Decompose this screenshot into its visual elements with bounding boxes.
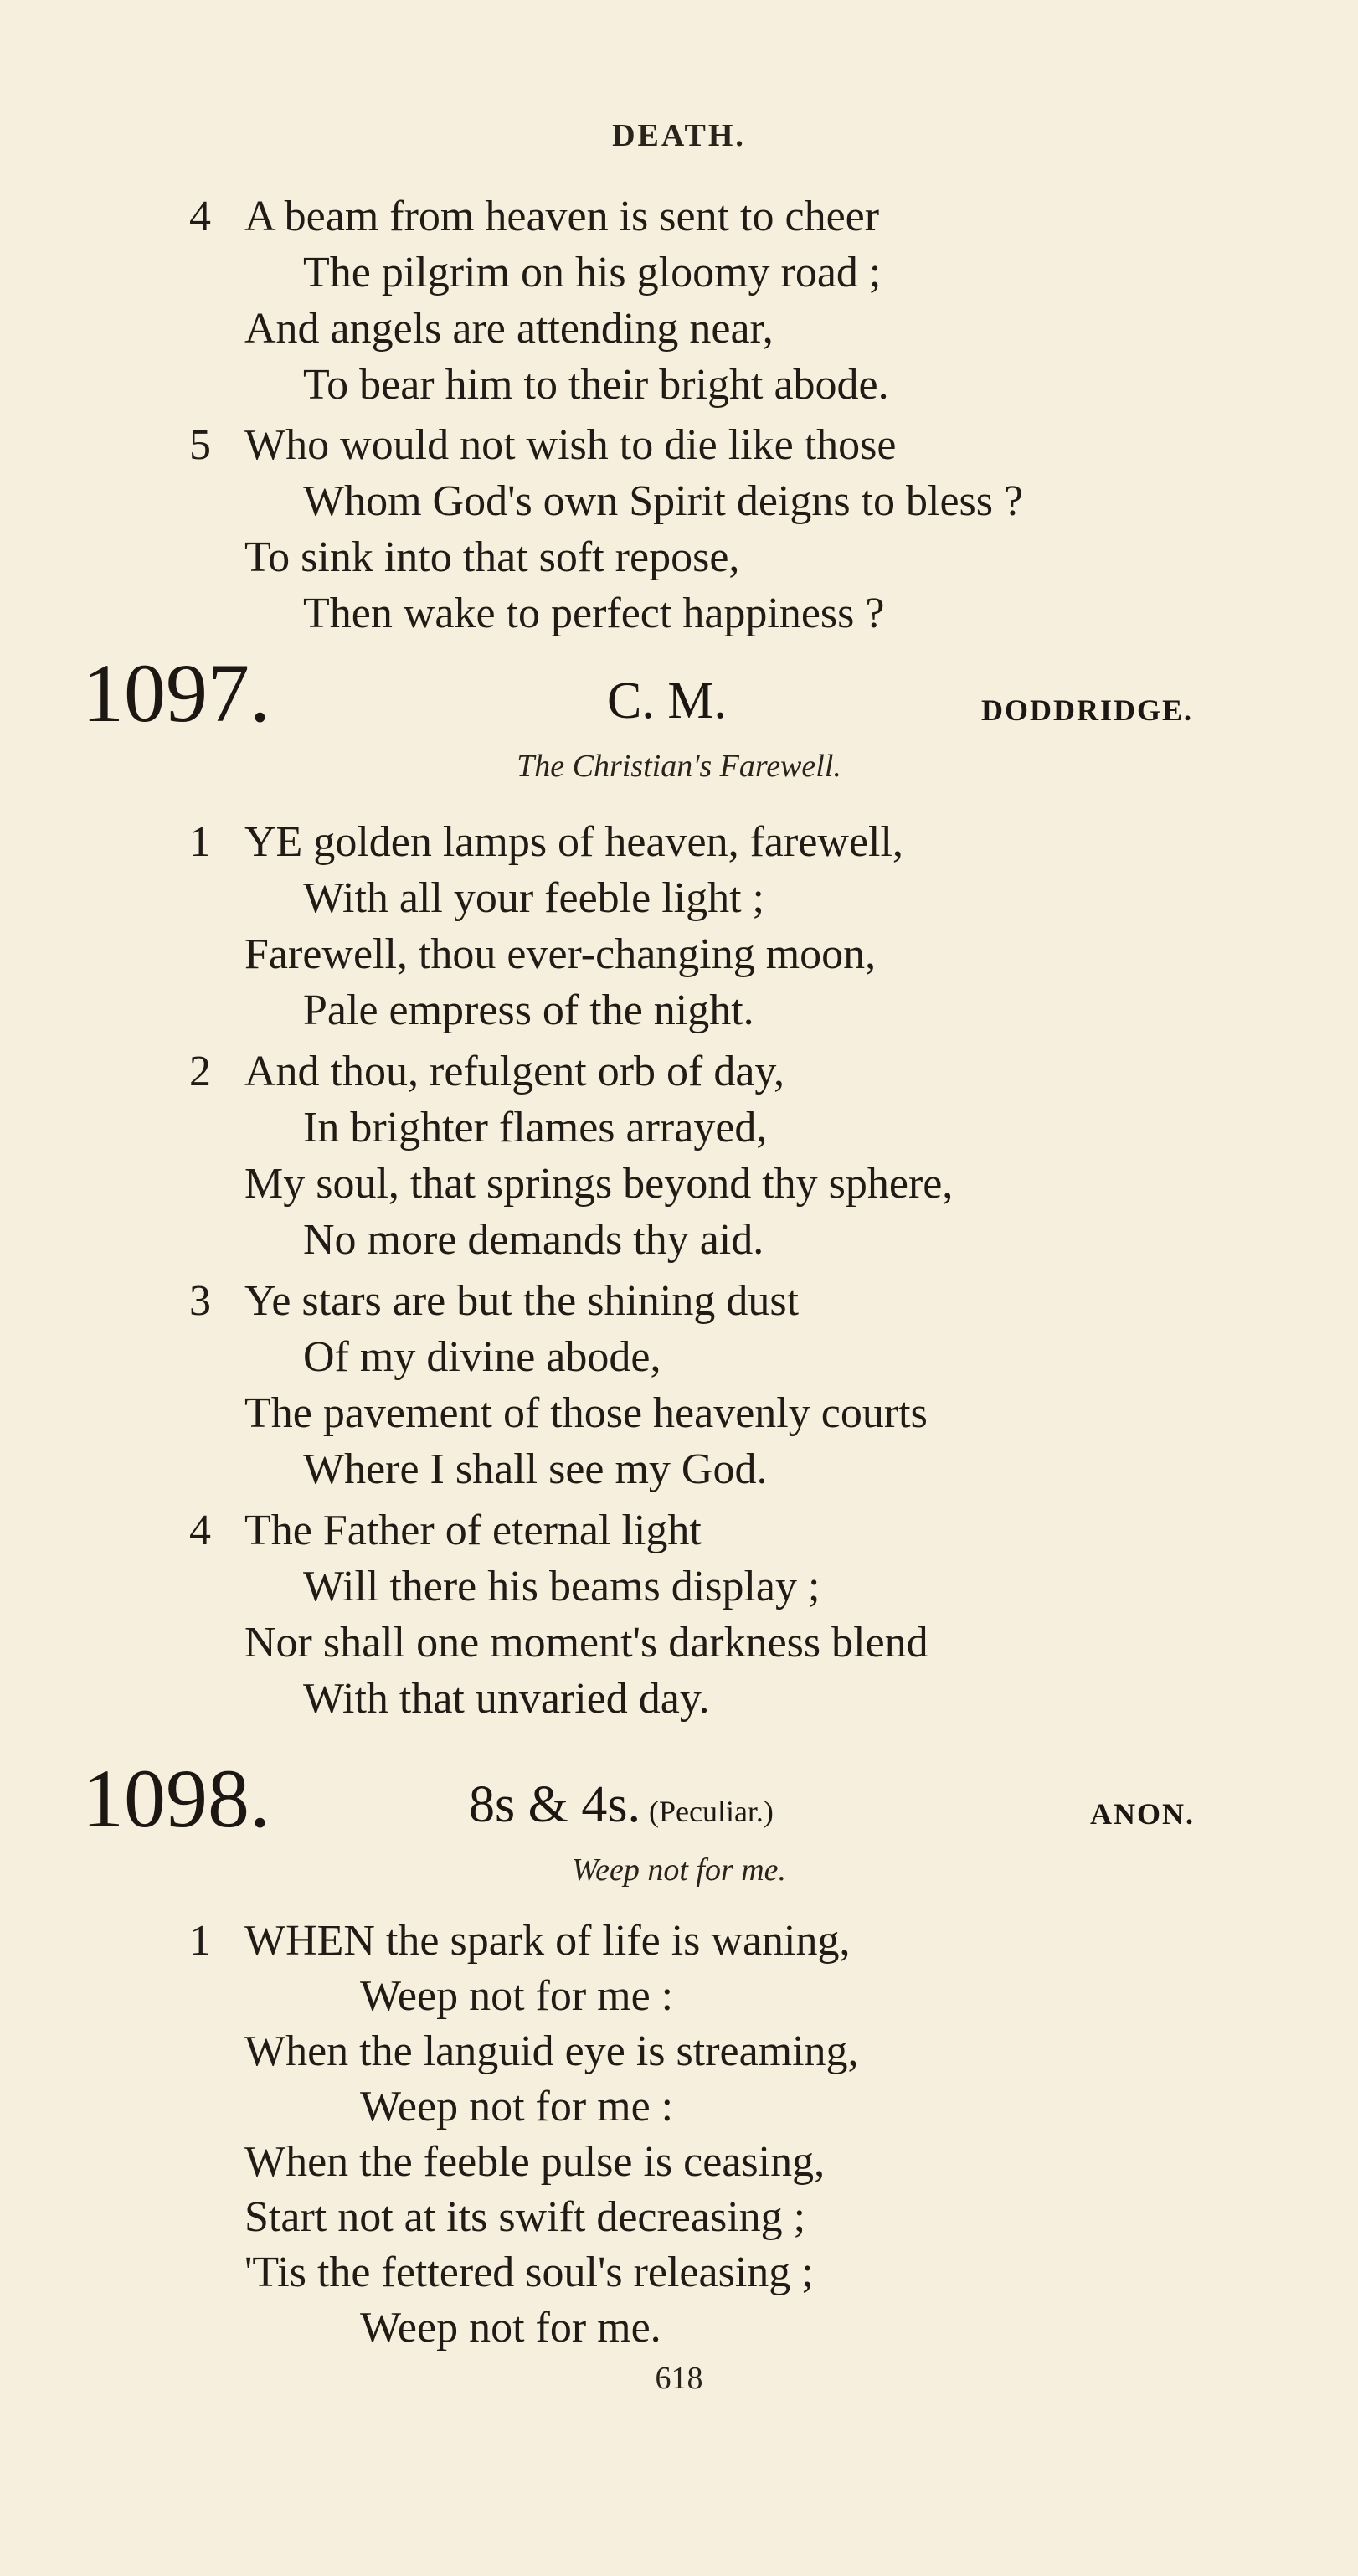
verse-line: No more demands thy aid. [303, 1216, 764, 1264]
stanza-number: 1 [189, 818, 211, 866]
verse-line: When the feeble pulse is ceasing, [244, 2138, 826, 2186]
verse-line: The pavement of those heavenly courts [244, 1389, 928, 1437]
stanza-number: 4 [189, 1507, 211, 1554]
verse-line: Who would not wish to die like those [244, 421, 897, 469]
hymn-author: DODDRIDGE. [981, 693, 1194, 727]
verse-line: With that unvaried day. [303, 1675, 710, 1723]
verse-line: Nor shall one moment's darkness blend [244, 1619, 928, 1667]
page-number: 618 [655, 2361, 703, 2396]
verse-line: Will there his beams display ; [303, 1563, 820, 1610]
verse-line: Start not at its swift decreasing ; [244, 2193, 806, 2241]
verse-line: Weep not for me : [360, 1972, 674, 2020]
verse-line: YE golden lamps of heaven, farewell, [244, 818, 903, 866]
hymn-meter: C. M. [607, 672, 727, 729]
verse-line: The pilgrim on his gloomy road ; [303, 249, 882, 296]
verse-line: In brighter flames arrayed, [303, 1104, 768, 1151]
verse-line: To sink into that soft repose, [244, 533, 740, 581]
verse-line: Pale empress of the night. [303, 987, 754, 1034]
verse-line: Weep not for me. [360, 2304, 661, 2352]
stanza-number: 4 [189, 193, 211, 240]
verse-line: Weep not for me : [360, 2083, 674, 2130]
verse-line: Farewell, thou ever-changing moon, [244, 930, 877, 978]
verse-line: To bear him to their bright abode. [303, 361, 889, 409]
hymn-meter [469, 1776, 774, 1833]
hymn-number: 1098. [82, 1752, 270, 1845]
verse-line: With all your feeble light ; [303, 874, 764, 922]
hymn-title: The Christian's Farewell. [517, 749, 841, 784]
hymn-number: 1097. [82, 647, 270, 739]
verse-line: Of my divine abode, [303, 1333, 661, 1381]
verse-line: Ye stars are but the shining dust [244, 1277, 800, 1325]
stanza-number: 5 [189, 421, 211, 469]
verse-line: A beam from heaven is sent to cheer [244, 193, 880, 240]
verse-line: And angels are attending near, [244, 305, 774, 353]
stanza-number: 2 [189, 1048, 211, 1095]
hymn-author: ANON. [1090, 1797, 1195, 1831]
verse-line: And thou, refulgent orb of day, [244, 1048, 785, 1095]
stanza-number: 3 [189, 1277, 211, 1325]
stanza-number: 1 [189, 1917, 211, 1965]
verse-line: Then wake to perfect happiness ? [303, 590, 885, 637]
verse-line: My soul, that springs beyond thy sphere, [244, 1160, 954, 1208]
verse-line: 'Tis the fettered soul's releasing ; [244, 2249, 814, 2296]
hymn-title: Weep not for me. [571, 1852, 787, 1888]
running-head: DEATH. [612, 118, 746, 153]
verse-line: Whom God's own Spirit deigns to bless ? [303, 477, 1024, 525]
hymn-meter-note: (Peculiar.) [648, 1795, 774, 1828]
hymn-meter-value: 8s & 4s. [469, 1776, 640, 1833]
verse-line: When the languid eye is streaming, [244, 2027, 859, 2075]
verse-line: Where I shall see my God. [303, 1445, 768, 1493]
verse-line: The Father of eternal light [244, 1507, 702, 1554]
verse-line: WHEN the spark of life is waning, [244, 1917, 851, 1965]
